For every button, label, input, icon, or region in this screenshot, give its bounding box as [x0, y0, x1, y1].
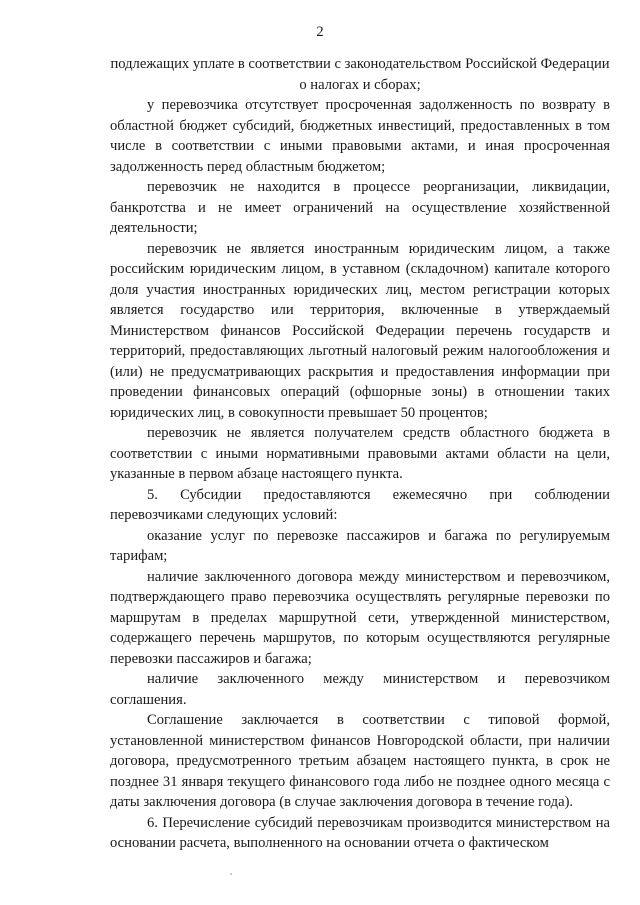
paragraph: перевозчик не является получателем средств областного бюджета в соответствии с иными нормативными правовыми актами области на цели, указанные в первом абзаце настоящего пункта. — [110, 425, 610, 482]
scan-speck — [230, 873, 232, 875]
paragraph: наличие заключенного между министерством и перевозчиком соглашения. — [110, 671, 610, 708]
paragraph-item-5: 5. Субсидии предоставляются ежемесячно при соблюдении перевозчиками следующих условий: — [110, 486, 610, 523]
paragraph: перевозчик не находится в процессе реорганизации, ликвидации, банкротства и не имеет ограничений на осуществление хозяйственной деятельности; — [110, 179, 610, 236]
paragraph: оказание услуг по перевозке пассажиров и багажа по регулируемым тарифам; — [110, 527, 610, 564]
page-number: 2 — [316, 24, 324, 40]
paragraph: перевозчик не является иностранным юридическим лицом, а также российским юридическим лицом, в уставном (складочном) капитале которого доля участия иностранных юридических лиц, местом регистрации которых является государство или территория, включенные в утверждаемый Министерством финансов Российской Федерации перечень государств и территорий, предоставляющих льготный налоговый режим налогообложения и (или) не предусматривающих раскрытия и предоставления информации при проведении финансовых операций (офшорные зоны) в отношении таких юридических лиц, в совокупности превышает 50 процентов; — [110, 240, 610, 421]
paragraph-continuation: подлежащих уплате в соответствии с законодательством Российской Федерации о налогах и сборах; — [110, 56, 610, 93]
paragraph-item-6: 6. Перечисление субсидий перевозчикам производится министерством на основании расчета, выполненного на основании отчета о фактическом — [110, 814, 610, 851]
paragraph: Соглашение заключается в соответствии с типовой формой, установленной министерством финансов Новгородской области, при наличии договора, предусмотренного третьим абзацем настоящего пункта, в срок не позднее 31 января текущего финансового года либо не позднее одного месяца с даты заключения договора (в случае заключения договора в течение года). — [110, 712, 610, 810]
paragraph: наличие заключенного договора между министерством и перевозчиком, подтверждающего право перевозчика осуществлять регулярные перевозки по маршрутам в пределах маршрутной сети, утвержденной министерством, содержащего перечень маршрутов, по которым осуществляются регулярные перевозки пассажиров и багажа; — [110, 568, 610, 667]
paragraph: у перевозчика отсутствует просроченная задолженность по возврату в областной бюджет субсидий, бюджетных инвестиций, предоставленных в том числе в соответствии с иными правовыми актами, и иная просроченная задолженность перед областным бюджетом; — [110, 97, 610, 175]
document-body — [110, 54, 610, 854]
